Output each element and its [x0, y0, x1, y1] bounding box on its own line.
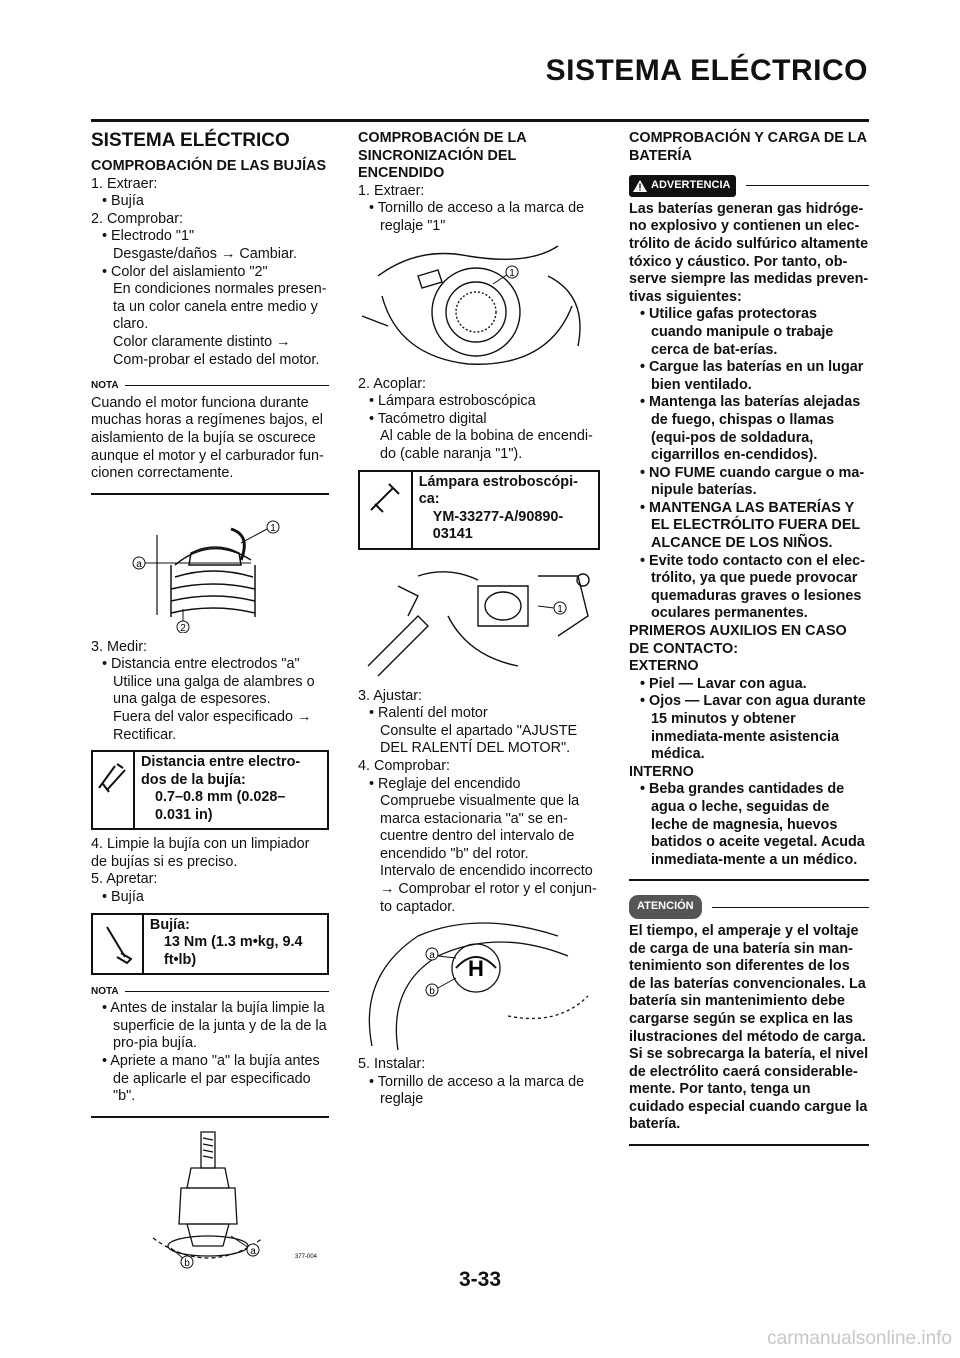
bullet: • Tornillo de acceso a la marca de reglaje "1": [369, 200, 585, 234]
page-header-title: SISTEMA ELÉCTRICO: [545, 54, 868, 87]
column-2: [358, 130, 600, 1109]
figure-label: b: [429, 986, 435, 998]
timing-plug-figure: [358, 236, 600, 376]
bullet: • Tornillo de acceso a la marca de reglaje: [369, 1073, 585, 1108]
note-label: NOTA: [91, 983, 329, 1001]
bullet-detail: Al cable de la bobina de encendi-do (cable naranja "1").: [380, 428, 593, 462]
bullet-detail: En condiciones normales presen-ta un color canela entre medio y claro.: [113, 281, 327, 333]
bullet: • Ralentí del motor: [369, 705, 488, 722]
figure-label: b: [184, 1257, 190, 1269]
page-number: 3-33: [458, 1268, 502, 1291]
rotor-mark-figure: [358, 916, 600, 1056]
bullet-detail: Compruebe visualmente que la marca estacionaria "a" se en-cuentre dentro del intervalo de encendido "b" del rotor.: [380, 793, 580, 862]
step: 3. Ajustar:: [358, 687, 422, 704]
warning-bullet: • MANTENGA LAS BATERÍAS Y EL ELECTRÓLITO FUERA DEL ALCANCE DE LOS NIÑOS.: [640, 499, 860, 552]
strobe-connection-figure: [358, 556, 600, 682]
bullet-detail: Desgaste/daños → Cambiar.: [113, 245, 297, 262]
first-aid-bullet: • Ojos — Lavar con agua durante 15 minutos y obtener inmediata-mente asistencia médica.: [640, 693, 866, 763]
spec-box-gap: [91, 750, 329, 830]
internal-heading: INTERNO: [629, 763, 694, 780]
spec-title: Lámpara estroboscópi-ca:: [418, 473, 578, 508]
bullet: • Electrodo "1": [102, 228, 195, 245]
warning-bullet: • Utilice gafas protectoras cuando manipule o trabaje cerca de bat-erías.: [640, 306, 834, 358]
spark-plug-torque-figure: [91, 1128, 329, 1278]
spec-title: Bujía:: [149, 916, 190, 933]
spark-plug-gap-figure: [91, 505, 329, 633]
bullet: • Lámpara estroboscópica: [369, 393, 536, 410]
external-heading: EXTERNO: [629, 658, 699, 675]
figure-code: 377-004: [295, 1253, 318, 1260]
bullet-detail: Fuera del valor especificado → Rectificar.: [113, 709, 312, 743]
subsection-heading: COMPROBACIÓN DE LAS BUJÍAS: [91, 158, 327, 174]
divider: [91, 493, 329, 495]
spec-value: YM-33277-A/90890-03141: [432, 508, 564, 543]
first-aid-bullet: • Beba grandes cantidades de agua o leche, seguidas de leche de magnesia, huevos batidos o aceite vegetal. Acuda inmediata-mente a un médico.: [640, 781, 865, 868]
rotor-mark-letter: H: [468, 956, 484, 982]
spec-box-strobe: [358, 470, 600, 550]
section-heading: SISTEMA ELÉCTRICO: [91, 130, 290, 151]
bullet: • Reglaje del encendido: [369, 775, 521, 792]
first-aid-bullet: • Piel — Lavar con agua.: [640, 675, 807, 692]
figure-label: 2: [180, 622, 186, 633]
bullet: • Bujía: [102, 889, 144, 906]
step: 5. Apretar:: [91, 871, 158, 888]
spec-value: 0.7–0.8 mm (0.028–0.031 in): [155, 789, 286, 824]
warning-header: [629, 175, 869, 197]
spec-value: 13 Nm (1.3 m•kg, 9.4 ft•lb): [163, 934, 303, 968]
feeler-gauge-icon: [93, 752, 135, 828]
bullet: • Bujía: [102, 193, 144, 210]
step: 3. Medir:: [91, 638, 147, 655]
step: 1. Extraer:: [358, 182, 425, 199]
note-label: NOTA: [91, 377, 329, 395]
step: 2. Comprobar:: [91, 210, 183, 227]
bullet: • Color del aislamiento "2": [102, 263, 268, 280]
subsection-heading: COMPROBACIÓN DE LA SINCRONIZACIÓN DEL ENCENDIDO: [358, 130, 527, 182]
spec-box-torque: [91, 913, 329, 975]
divider: [91, 1116, 329, 1118]
subsection-heading: COMPROBACIÓN Y CARGA DE LA BATERÍA: [629, 130, 867, 164]
warning-bullet: • Mantenga las baterías alejadas de fuego, chispas o llamas (equi-pos de soldadura, cigarrillos en-cendidos).: [640, 394, 861, 464]
divider: [629, 1144, 869, 1146]
note-text: Cuando el motor funciona durante muchas horas a regímenes bajos, el aislamiento de la bujía se oscurece aunque el motor y el carburador fun-cionen correctamente.: [91, 394, 324, 482]
warning-badge: ADVERTENCIA: [629, 175, 736, 197]
bullet-detail: Consulte el apartado "AJUSTE DEL RALENTÍ DEL MOTOR".: [380, 722, 578, 757]
header-rule: [91, 119, 869, 122]
step: 4. Comprobar:: [358, 757, 450, 774]
tool-icon: [360, 472, 413, 548]
figure-label: a: [250, 1245, 256, 1257]
warning-text: Las baterías generan gas hidróge-no explosivo y contienen un elec-trólito de ácido sulfúrico altamente tóxico y cáustico. Por tanto, ob-serve siempre las medidas preven-tivas siguientes:: [629, 200, 869, 305]
figure-label: 1: [270, 522, 276, 534]
figure-label: a: [429, 950, 435, 962]
note-bullet: • Antes de instalar la bujía limpie la superficie de la junta y de la de la pro-pia bujía.: [102, 1000, 327, 1052]
step: 2. Acoplar:: [358, 375, 426, 392]
warning-bullet: • Cargue las baterías en un lugar bien ventilado.: [640, 359, 864, 393]
torque-wrench-icon: [93, 915, 144, 973]
note-bullet: • Apriete a mano "a" la bujía antes de aplicarle el par especificado "b".: [102, 1053, 320, 1105]
bullet: • Distancia entre electrodos "a": [102, 656, 300, 673]
first-aid-heading: PRIMEROS AUXILIOS EN CASO DE CONTACTO:: [629, 623, 847, 657]
bullet-detail: Color claramente distinto → Com-probar el estado del motor.: [113, 333, 320, 368]
column-1: [91, 130, 329, 1278]
bullet: • Tacómetro digital: [369, 410, 487, 427]
warning-bullet: • Evite todo contacto con el elec-trólito, ya que puede provocar quemaduras graves o lesiones oculares permanentes.: [640, 552, 865, 622]
watermark: carmanualsonline.info: [767, 1328, 952, 1349]
step: 1. Extraer:: [91, 175, 158, 192]
warning-bullet: • NO FUME cuando cargue o ma-nipule baterías.: [640, 464, 865, 499]
bullet-detail: Utilice una galga de alambres o una galga de espesores.: [113, 673, 315, 708]
figure-label: 1: [509, 267, 515, 279]
step: 5. Instalar:: [358, 1056, 426, 1073]
step: 4. Limpie la bujía con un limpiador de bujías si es preciso.: [91, 836, 310, 870]
caution-text: El tiempo, el amperaje y el voltaje de carga de una batería sin man-tenimiento son diferentes de los de las baterías convencionales. La batería sin mantenimiento debe cargarse según se explica en las ilustraciones del método de carga. Si se sobrecarga la batería, el nivel de electrólito caerá considerable-mente. Por tanto, tenga un cuidado especial cuando cargue la batería.: [629, 922, 869, 1133]
caution-header: [629, 895, 869, 919]
caution-badge: ATENCIÓN: [629, 895, 702, 919]
figure-label: 1: [557, 603, 563, 615]
divider: [629, 879, 869, 881]
column-3: [629, 130, 869, 1156]
warning-triangle-icon: [633, 180, 647, 192]
figure-label: a: [136, 558, 142, 570]
bullet-detail: Intervalo de encendido incorrecto → Comprobar el rotor y el conjun-to captador.: [380, 863, 597, 915]
spec-title: Distancia entre electro-dos de la bujía:: [141, 754, 301, 788]
